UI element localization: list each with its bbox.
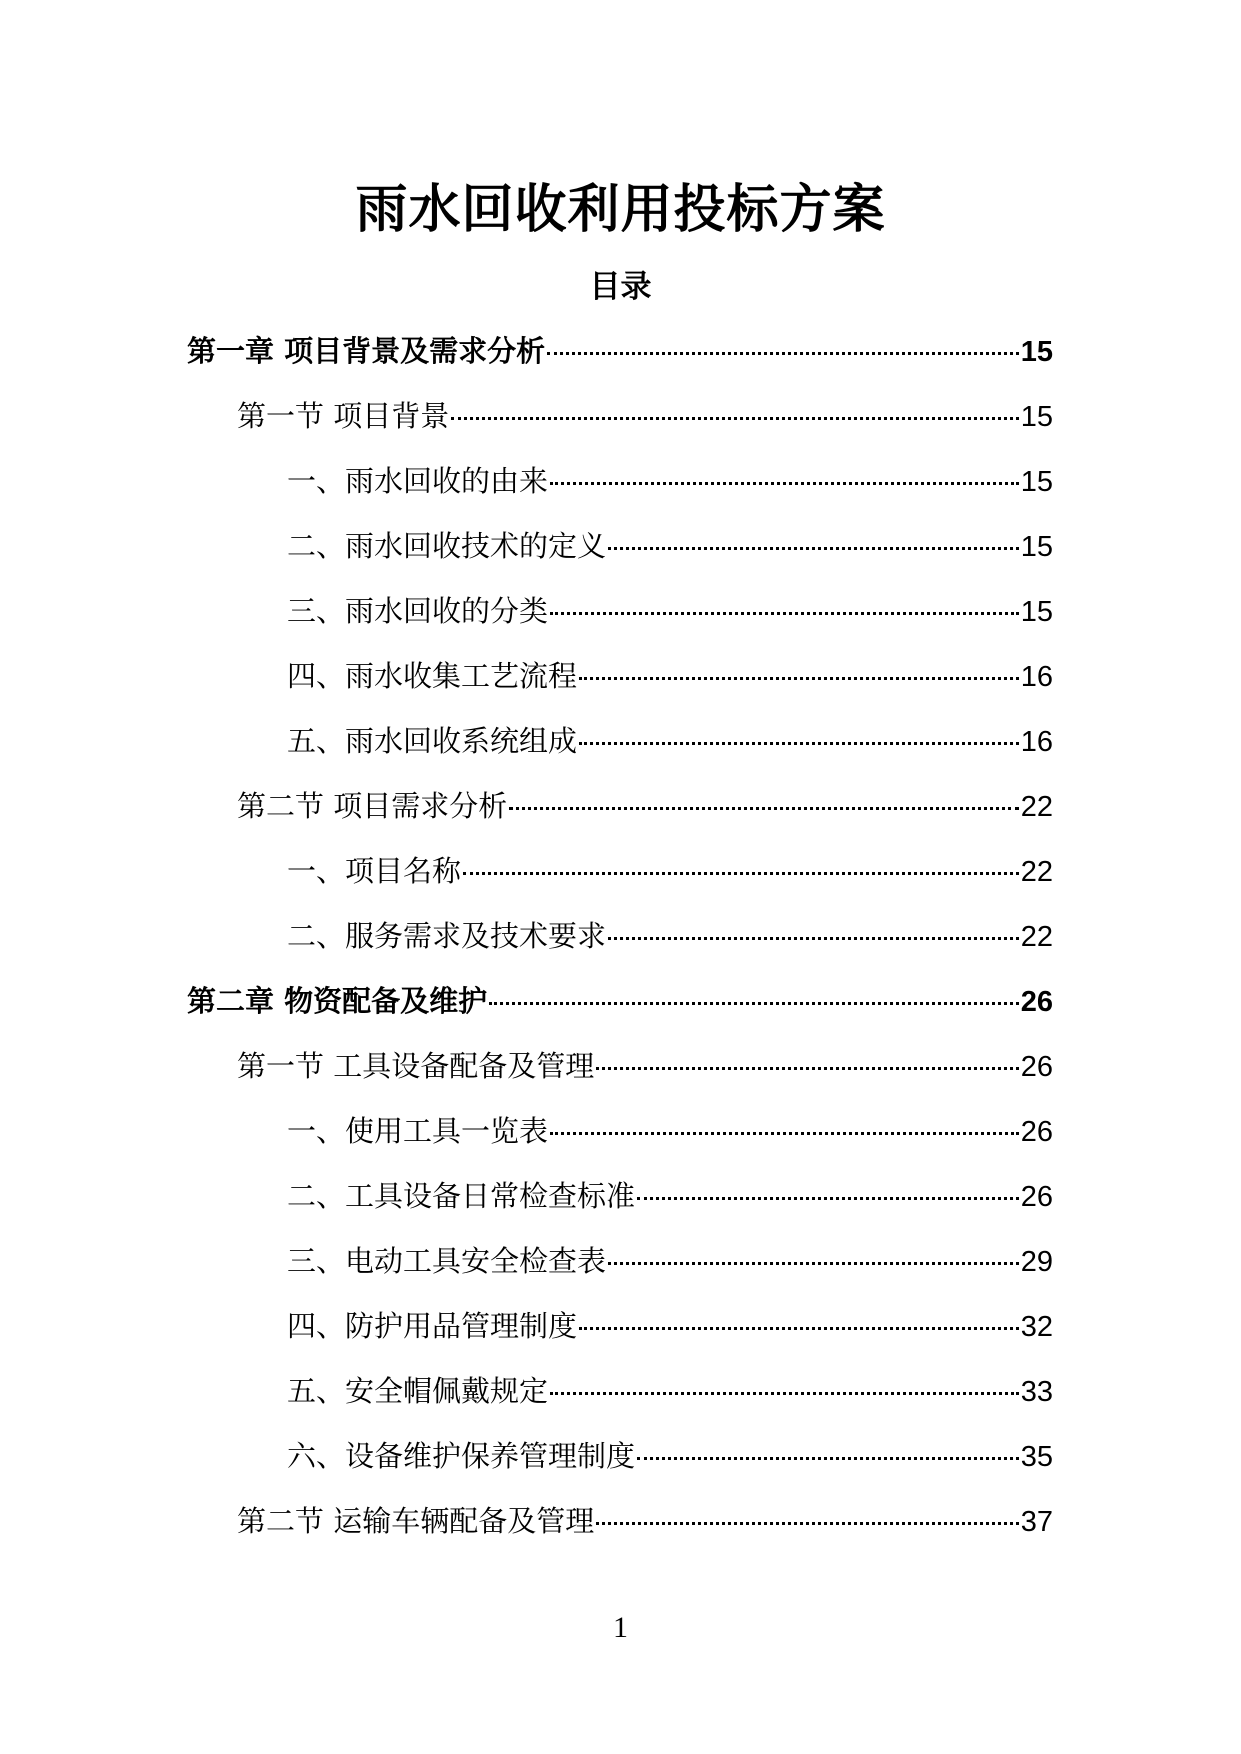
toc-entry[interactable] — [187, 981, 1053, 1046]
toc-entry[interactable] — [187, 1501, 1053, 1566]
toc-dot-leader — [550, 482, 1019, 485]
toc-dot-leader — [608, 547, 1019, 550]
toc-entry-page: 22 — [1020, 856, 1053, 888]
toc-dot-leader — [451, 417, 1019, 420]
toc-entry-page: 35 — [1020, 1441, 1053, 1473]
toc-entry-text: 四、防护用品管理制度 — [287, 1309, 578, 1343]
toc-entry-text: 第二节 项目需求分析 — [237, 789, 508, 823]
toc-dot-leader — [608, 937, 1019, 940]
toc-dot-leader — [550, 612, 1019, 615]
toc-entry-text: 六、设备维护保养管理制度 — [287, 1439, 636, 1473]
toc-entry-text: 五、安全帽佩戴规定 — [287, 1374, 549, 1408]
toc-entry-text: 五、雨水回收系统组成 — [287, 724, 578, 758]
toc-entry-page: 15 — [1020, 531, 1053, 563]
toc-entry-text: 二、工具设备日常检查标准 — [287, 1179, 636, 1213]
toc-entry-page: 26 — [1020, 986, 1053, 1018]
toc-entry-page: 33 — [1020, 1376, 1053, 1408]
toc-entry-text: 第一章 项目背景及需求分析 — [187, 334, 546, 368]
toc-entry-page: 15 — [1020, 466, 1053, 498]
toc-entry-text: 二、服务需求及技术要求 — [287, 919, 607, 953]
toc-dot-leader — [579, 742, 1019, 745]
toc-dot-leader — [550, 1132, 1019, 1135]
toc-entry-page: 26 — [1020, 1051, 1053, 1083]
toc-heading: 目录 — [589, 269, 652, 305]
toc-entry[interactable] — [187, 721, 1053, 786]
toc-dot-leader — [509, 807, 1019, 810]
toc-entry[interactable] — [187, 1046, 1053, 1111]
toc-entry-page: 15 — [1020, 336, 1053, 368]
toc-entry-text: 一、使用工具一览表 — [287, 1114, 549, 1148]
toc-entry-page: 22 — [1020, 921, 1053, 953]
toc-entry[interactable] — [187, 1176, 1053, 1241]
toc-entry-text: 第二章 物资配备及维护 — [187, 984, 488, 1018]
toc-entry-page: 16 — [1020, 726, 1053, 758]
toc-entry[interactable] — [187, 331, 1053, 396]
toc-entry[interactable] — [187, 851, 1053, 916]
toc-entry[interactable] — [187, 1241, 1053, 1306]
toc-entry[interactable] — [187, 786, 1053, 851]
toc-entry[interactable] — [187, 1306, 1053, 1371]
toc-dot-leader — [637, 1197, 1019, 1200]
toc-dot-leader — [596, 1067, 1019, 1070]
toc-entry-text: 第一节 项目背景 — [237, 399, 450, 433]
toc-entry[interactable] — [187, 591, 1053, 656]
toc-entry-page: 29 — [1020, 1246, 1053, 1278]
toc-dot-leader — [547, 352, 1019, 355]
toc-entry-page: 32 — [1020, 1311, 1053, 1343]
toc-entry-page: 37 — [1020, 1506, 1053, 1538]
document-title: 雨水回收利用投标方案 — [355, 180, 886, 240]
toc-entry-page: 26 — [1020, 1116, 1053, 1148]
toc-dot-leader — [637, 1457, 1019, 1460]
toc-entry-text: 二、雨水回收技术的定义 — [287, 529, 607, 563]
toc-entry-text: 一、雨水回收的由来 — [287, 464, 549, 498]
toc-dot-leader — [596, 1522, 1019, 1525]
toc-entry-page: 16 — [1020, 661, 1053, 693]
toc-entry[interactable] — [187, 1436, 1053, 1501]
toc-entry-text: 一、项目名称 — [287, 854, 462, 888]
toc-entry[interactable] — [187, 461, 1053, 526]
toc-entry-text: 三、电动工具安全检查表 — [287, 1244, 607, 1278]
toc-dot-leader — [489, 1002, 1019, 1005]
toc-entry-page: 15 — [1020, 596, 1053, 628]
toc-entry[interactable] — [187, 396, 1053, 461]
toc-entry-text: 第二节 运输车辆配备及管理 — [237, 1504, 595, 1538]
toc-entry-page: 15 — [1020, 401, 1053, 433]
toc-dot-leader — [579, 1327, 1019, 1330]
toc-entry[interactable] — [187, 1111, 1053, 1176]
table-of-contents — [187, 331, 1053, 1566]
page-number: 1 — [613, 1611, 628, 1644]
toc-entry[interactable] — [187, 1371, 1053, 1436]
toc-dot-leader — [550, 1392, 1019, 1395]
toc-entry[interactable] — [187, 526, 1053, 591]
toc-entry[interactable] — [187, 916, 1053, 981]
toc-dot-leader — [608, 1262, 1019, 1265]
toc-entry-page: 26 — [1020, 1181, 1053, 1213]
toc-entry-text: 第一节 工具设备配备及管理 — [237, 1049, 595, 1083]
toc-entry-text: 三、雨水回收的分类 — [287, 594, 549, 628]
toc-dot-leader — [463, 872, 1019, 875]
toc-dot-leader — [579, 677, 1019, 680]
toc-entry[interactable] — [187, 656, 1053, 721]
toc-entry-page: 22 — [1020, 791, 1053, 823]
toc-entry-text: 四、雨水收集工艺流程 — [287, 659, 578, 693]
